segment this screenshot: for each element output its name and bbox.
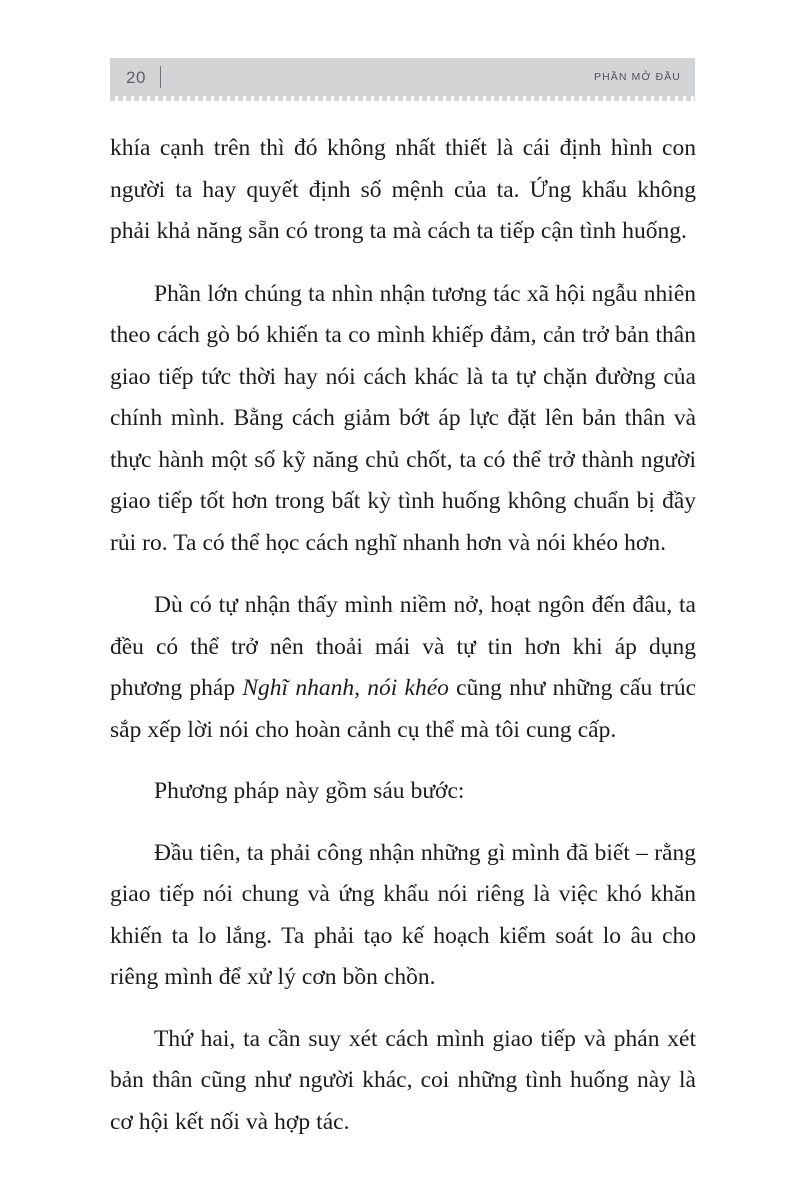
page-number: 20 [126,67,146,87]
paragraph-3 [110,585,696,751]
header-divider [160,66,161,88]
book-title-italic: Nghĩ nhanh, nói khéo [242,675,449,701]
paragraph-6: Thứ hai, ta cần suy xét cách mình giao tiếp và phán xét bản thân cũng như người khác, coi những tình huống này là cơ hội kết nối và hợp tác. [110,1025,696,1135]
paragraph-4: Phương pháp này gồm sáu bước: [154,778,465,804]
body-text-column [110,128,696,1143]
paragraph-2: Phần lớn chúng ta nhìn nhận tương tác xã hội ngẫu nhiên theo cách gò bó khiến ta co mình khiếp đảm, cản trở bản thân giao tiếp tức thời hay nói cách khác là ta tự chặn đường của chính mình. Bằng cách giảm bớt áp lực đặt lên bản thân và thực hành một số kỹ năng chủ chốt, ta có thể trở thành người giao tiếp tốt hơn trong bất kỳ tình huống không chuẩn bị đầy rủi ro. Ta có thể học cách nghĩ nhanh hơn và nói khéo hơn. [110,280,696,556]
paragraph-5: Đầu tiên, ta phải công nhận những gì mình đã biết – rằng giao tiếp nói chung và ứng khẩu nói riêng là việc khó khăn khiến ta lo lắng. Ta phải tạo kế hoạch kiểm soát lo âu cho riêng mình để xử lý cơn bồn chồn. [110,839,696,990]
paragraph-3-text-before-italic: Dù có tự nhận thấy mình niềm nở, hoạt ngôn đến đâu, ta đều có thể trở nên thoải mái và tự tin hơn khi áp dụng phương pháp [110,592,696,701]
section-title: PHẦN MỞ ĐẦU [593,70,681,83]
paragraph-3-text-after-italic: cũng như những cấu trúc sắp xếp lời nói cho hoàn cảnh cụ thể mà tôi cung cấp. [110,675,696,743]
paragraph-1: khía cạnh trên thì đó không nhất thiết là cái định hình con người ta hay quyết định số mệnh của ta. Ứng khẩu không phải khả năng sẵn có trong ta mà cách ta tiếp cận tình huống. [110,135,696,244]
running-header [110,58,695,96]
